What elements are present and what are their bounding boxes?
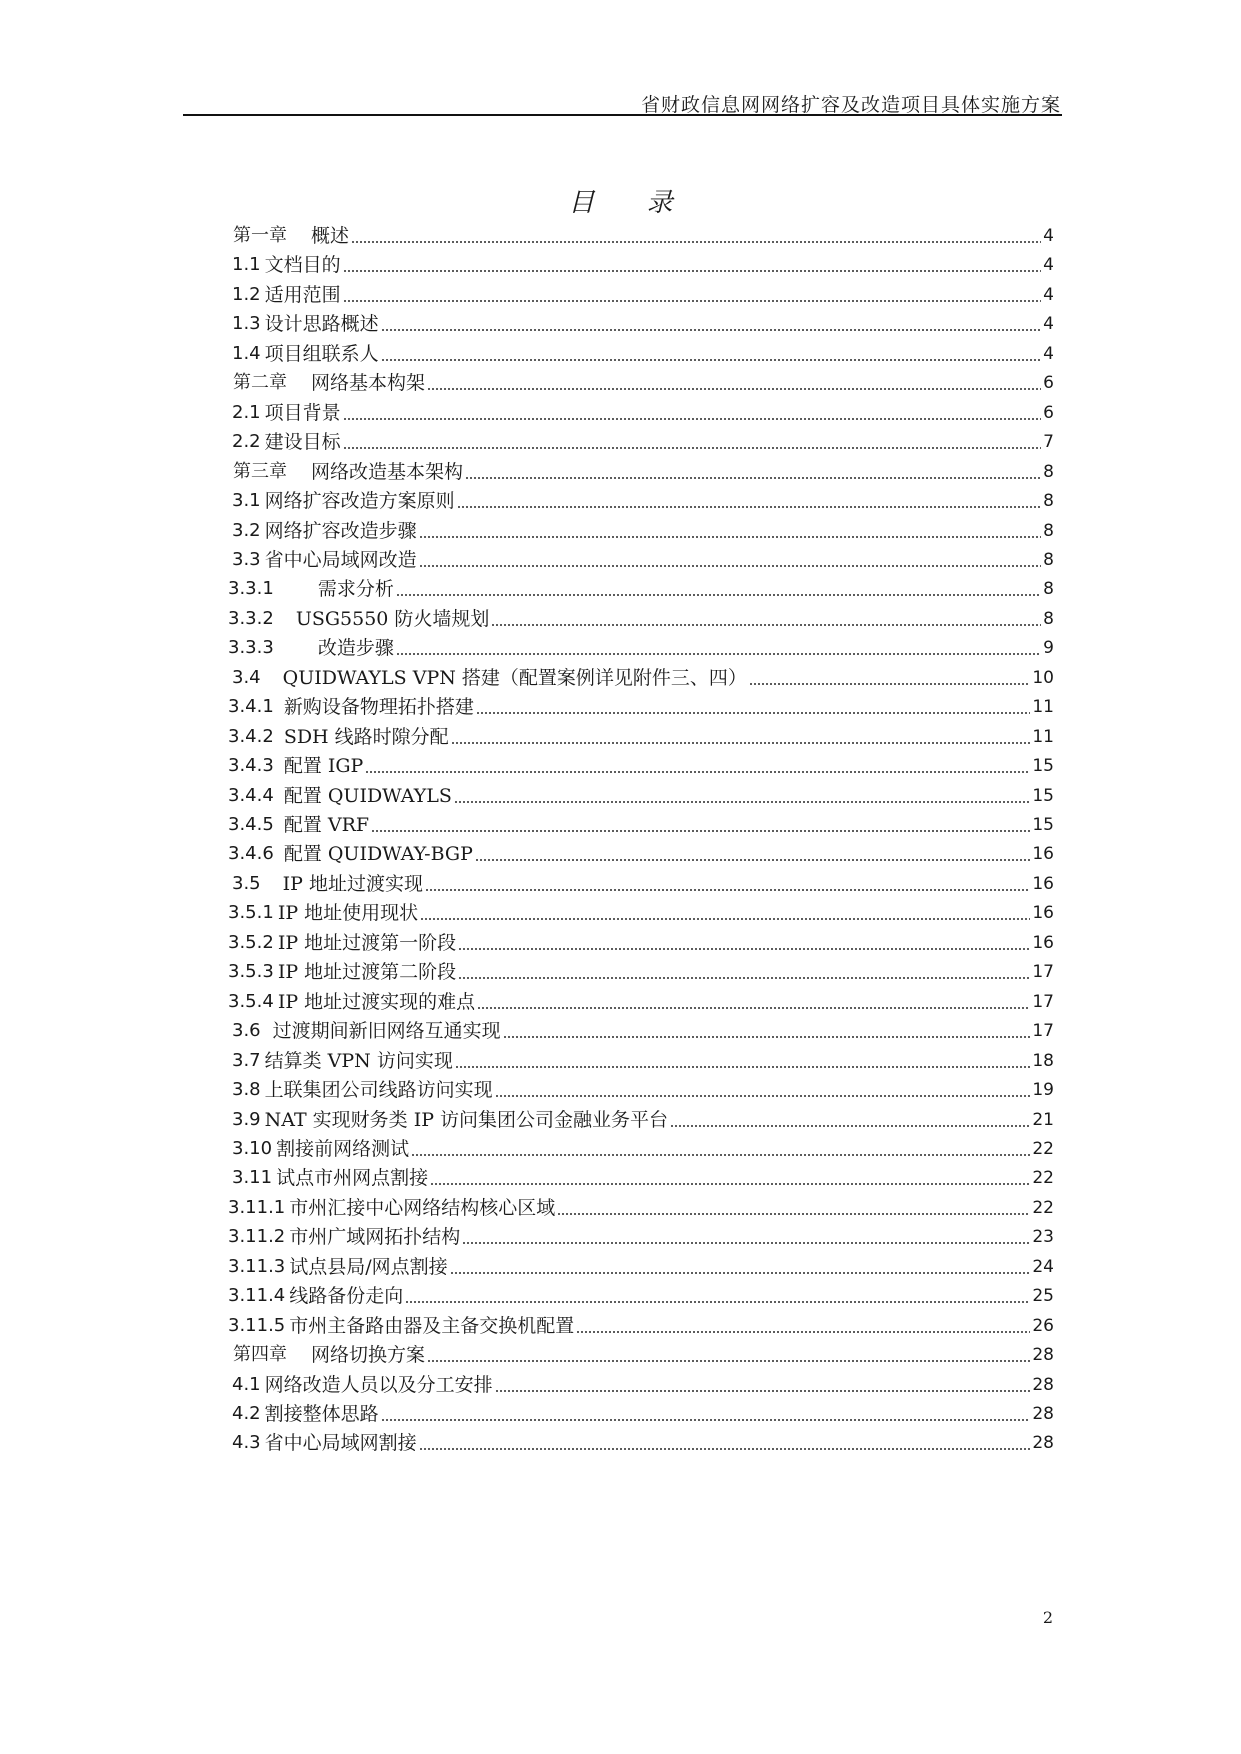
toc-entry-label: 网络基本构架 xyxy=(311,372,426,395)
toc-dot-leader xyxy=(749,666,1030,690)
toc-dot-leader xyxy=(425,872,1030,896)
toc-entry-number: 3.9 xyxy=(232,1108,261,1130)
toc-dot-leader xyxy=(458,960,1030,984)
toc-entry-label: 文档目的 xyxy=(264,254,341,277)
toc-entry[interactable] xyxy=(232,1043,1054,1073)
toc-entry-page: 8 xyxy=(1043,579,1054,600)
toc-dot-leader xyxy=(476,695,1031,719)
toc-entry[interactable] xyxy=(233,1337,1054,1367)
toc-entry-page: 11 xyxy=(1032,697,1054,718)
toc-entry[interactable] xyxy=(232,1367,1054,1397)
toc-dot-leader xyxy=(343,253,1042,277)
toc-entry-label: NAT 实现财务类 IP 访问集团公司金融业务平台 xyxy=(264,1108,669,1131)
toc-entry-page: 7 xyxy=(1043,432,1054,453)
toc-entry-label: 网络扩容改造方案原则 xyxy=(264,490,455,513)
toc-dot-leader xyxy=(371,813,1030,837)
toc-entry-number: 3.11.4 xyxy=(228,1285,286,1307)
toc-entry-number: 3.4.1 xyxy=(228,696,274,718)
toc-entry-label: SDH 线路时隙分配 xyxy=(283,725,449,748)
toc-entry-number: 3.4.2 xyxy=(228,725,274,747)
toc-entry-label: 设计思路概述 xyxy=(264,313,379,336)
toc-entry-label: 建设目标 xyxy=(264,431,341,454)
toc-entry-number: 3.4.3 xyxy=(228,755,274,777)
toc-entry-page: 22 xyxy=(1032,1138,1054,1159)
toc-entry-page: 25 xyxy=(1032,1286,1054,1307)
toc-entry[interactable] xyxy=(232,306,1054,336)
toc-entry-label: 线路备份走向 xyxy=(289,1285,404,1308)
toc-entry-number: 第四章 xyxy=(233,1344,287,1366)
toc-dot-leader xyxy=(457,489,1042,513)
toc-entry-page: 16 xyxy=(1032,903,1054,924)
toc-entry-label: 网络切换方案 xyxy=(311,1344,426,1367)
toc-entry-number: 4.3 xyxy=(232,1432,261,1454)
toc-entry-label: 需求分析 xyxy=(317,578,394,601)
toc-entry-page: 8 xyxy=(1043,461,1054,482)
toc-entry-number: 第二章 xyxy=(233,372,287,394)
toc-entry-label: 网络扩容改造步骤 xyxy=(264,519,417,542)
toc-entry-label: 市州广域网拓扑结构 xyxy=(289,1226,461,1249)
toc-entry[interactable] xyxy=(232,513,1054,543)
toc-entry-label: 试点县局/网点割接 xyxy=(289,1255,448,1278)
toc-entry-page: 24 xyxy=(1032,1256,1054,1277)
toc-dot-leader xyxy=(343,283,1042,307)
toc-entry-number: 3.11.1 xyxy=(228,1196,286,1218)
toc-entry[interactable] xyxy=(228,748,1054,778)
toc-entry[interactable] xyxy=(233,454,1054,484)
toc-dot-leader xyxy=(462,1225,1030,1249)
toc-entry-page: 8 xyxy=(1043,520,1054,541)
toc-entry-page: 17 xyxy=(1032,1021,1054,1042)
toc-entry[interactable] xyxy=(233,218,1054,248)
toc-entry-page: 17 xyxy=(1032,962,1054,983)
toc-entry-page: 10 xyxy=(1032,667,1054,688)
toc-entry-number: 1.2 xyxy=(232,283,261,305)
toc-entry-number: 3.11 xyxy=(232,1167,273,1189)
toc-entry-page: 28 xyxy=(1032,1345,1054,1366)
toc-entry[interactable] xyxy=(232,336,1054,366)
toc-entry-number: 3.1 xyxy=(232,490,261,512)
toc-entry-page: 19 xyxy=(1032,1080,1054,1101)
toc-entry-number: 3.3 xyxy=(232,548,261,570)
toc-entry[interactable] xyxy=(228,925,1054,955)
toc-entry-label: 配置 QUIDWAY-BGP xyxy=(283,843,473,866)
toc-entry-number: 3.5 xyxy=(232,872,261,894)
toc-dot-leader xyxy=(475,842,1030,866)
toc-entry-page: 18 xyxy=(1032,1050,1054,1071)
toc-dot-leader xyxy=(343,430,1042,454)
toc-dot-leader xyxy=(491,607,1041,631)
toc-entry[interactable] xyxy=(228,807,1054,837)
toc-entry[interactable] xyxy=(232,395,1054,425)
toc-entry[interactable] xyxy=(232,424,1054,454)
toc-entry-page: 4 xyxy=(1043,255,1054,276)
toc-dot-leader xyxy=(495,1373,1031,1397)
toc-entry[interactable] xyxy=(228,719,1054,749)
toc-entry-label: IP 地址过渡第二阶段 xyxy=(277,961,457,984)
toc-entry-label: 配置 IGP xyxy=(283,755,364,778)
toc-entry-page: 23 xyxy=(1032,1227,1054,1248)
toc-entry[interactable] xyxy=(232,247,1054,277)
toc-entry-number: 2.2 xyxy=(232,431,261,453)
toc-entry-label: 结算类 VPN 访问实现 xyxy=(264,1049,453,1072)
toc-entry-page: 6 xyxy=(1043,402,1054,423)
toc-entry-label: 网络改造人员以及分工安排 xyxy=(264,1373,493,1396)
toc-entry[interactable] xyxy=(232,660,1054,690)
toc-entry[interactable] xyxy=(232,483,1054,513)
toc-entry-number: 3.5.2 xyxy=(228,931,274,953)
toc-entry-page: 15 xyxy=(1032,815,1054,835)
toc-title: 目 录 xyxy=(568,188,695,218)
toc-entry-number: 3.3.2 xyxy=(228,607,274,629)
toc-entry[interactable] xyxy=(228,895,1054,925)
toc-entry[interactable] xyxy=(232,1160,1054,1190)
toc-entry-label: 市州主备路由器及主备交换机配置 xyxy=(289,1314,575,1337)
toc-entry-label: 配置 QUIDWAYLS xyxy=(283,784,452,807)
toc-entry-number: 3.11.5 xyxy=(228,1314,286,1336)
toc-dot-leader xyxy=(411,1137,1030,1161)
toc-entry[interactable] xyxy=(228,1278,1054,1308)
toc-entry[interactable] xyxy=(228,571,1054,601)
toc-dot-leader xyxy=(458,931,1030,955)
toc-entry-page: 4 xyxy=(1043,314,1054,335)
toc-entry-page: 28 xyxy=(1032,1374,1054,1395)
toc-dot-leader xyxy=(381,342,1042,366)
toc-entry-page: 4 xyxy=(1043,343,1054,364)
toc-dot-leader xyxy=(419,519,1042,543)
toc-dot-leader xyxy=(450,1255,1031,1279)
toc-entry-number: 1.1 xyxy=(232,254,261,276)
toc-entry[interactable] xyxy=(228,836,1054,866)
toc-entry-label: IP 地址过渡实现 xyxy=(282,872,423,895)
toc-entry-number: 第一章 xyxy=(233,225,287,246)
toc-entry-label: 省中心局域网改造 xyxy=(264,548,417,571)
toc-dot-leader xyxy=(419,548,1042,572)
toc-entry[interactable] xyxy=(228,1190,1054,1220)
toc-entry-page: 28 xyxy=(1032,1404,1054,1424)
toc-dot-leader xyxy=(576,1314,1030,1338)
toc-entry-page: 15 xyxy=(1032,756,1054,777)
toc-entry-page: 4 xyxy=(1043,226,1054,246)
toc-entry-page: 15 xyxy=(1032,785,1054,806)
toc-dot-leader xyxy=(381,1402,1031,1426)
toc-entry-page: 4 xyxy=(1043,284,1054,305)
toc-entry-label: 项目背景 xyxy=(264,401,341,424)
toc-entry-page: 22 xyxy=(1032,1197,1054,1218)
toc-entry-number: 1.4 xyxy=(232,342,261,364)
toc-entry-label: 市州汇接中心网络结构核心区域 xyxy=(289,1196,556,1219)
toc-dot-leader xyxy=(495,1078,1031,1102)
toc-dot-leader xyxy=(381,312,1042,336)
toc-entry-number: 3.4 xyxy=(232,666,261,688)
toc-entry-label: 改造步骤 xyxy=(317,637,394,660)
toc-dot-leader xyxy=(396,636,1041,660)
toc-entry-page: 22 xyxy=(1032,1168,1054,1189)
toc-dot-leader xyxy=(365,754,1030,778)
toc-entry-number: 2.1 xyxy=(232,401,261,423)
toc-entry[interactable] xyxy=(228,630,1054,660)
toc-entry-number: 3.6 xyxy=(232,1020,261,1042)
toc-entry-number: 3.11.2 xyxy=(228,1226,286,1248)
toc-entry-page: 17 xyxy=(1032,991,1054,1012)
toc-entry-page: 21 xyxy=(1032,1109,1054,1130)
toc-entry-number: 3.10 xyxy=(232,1137,273,1159)
toc-entry-label: 概述 xyxy=(311,225,350,247)
toc-entry-number: 4.1 xyxy=(232,1373,261,1395)
toc-entry[interactable] xyxy=(232,1131,1054,1161)
toc-dot-leader xyxy=(396,577,1041,601)
toc-entry-label: IP 地址过渡实现的难点 xyxy=(277,990,476,1013)
toc-entry[interactable] xyxy=(228,984,1054,1014)
toc-dot-leader xyxy=(351,224,1041,248)
toc-entry-number: 3.3.3 xyxy=(228,637,274,659)
toc-entry-page: 26 xyxy=(1032,1315,1054,1336)
toc-dot-leader xyxy=(420,901,1030,925)
toc-entry-label: 网络改造基本架构 xyxy=(311,460,464,483)
toc-entry-label: 试点市州网点割接 xyxy=(276,1167,429,1190)
toc-entry[interactable] xyxy=(232,1072,1054,1102)
running-header-title: 省财政信息网网络扩容及改造项目具体实施方案 xyxy=(640,94,1061,116)
toc-entry-page: 9 xyxy=(1043,638,1054,659)
toc-entry-label: USG5550 防火墙规划 xyxy=(295,607,490,630)
toc-dot-leader xyxy=(465,460,1041,484)
toc-entry-label: 过渡期间新旧网络互通实现 xyxy=(272,1020,501,1043)
toc-entry[interactable] xyxy=(228,601,1054,631)
toc-entry-number: 4.2 xyxy=(232,1403,261,1424)
toc-entry-number: 3.5.3 xyxy=(228,961,274,983)
toc-entry[interactable] xyxy=(232,1425,1054,1455)
toc-dot-leader xyxy=(430,1166,1030,1190)
toc-dot-leader xyxy=(503,1019,1031,1043)
toc-dot-leader xyxy=(477,990,1030,1014)
toc-entry-number: 3.5.4 xyxy=(228,990,274,1012)
toc-entry-number: 3.2 xyxy=(232,519,261,541)
toc-entry[interactable] xyxy=(232,1013,1054,1043)
toc-dot-leader xyxy=(557,1196,1030,1220)
toc-dot-leader xyxy=(454,784,1030,808)
toc-entry[interactable] xyxy=(232,277,1054,307)
toc-entry-page: 11 xyxy=(1032,726,1054,747)
toc-entry[interactable] xyxy=(228,1249,1054,1279)
header-rule xyxy=(183,114,1062,116)
toc-entry-number: 3.7 xyxy=(232,1049,261,1071)
toc-entry-label: 适用范围 xyxy=(264,283,341,306)
toc-dot-leader xyxy=(455,1049,1031,1073)
toc-entry-label: 省中心局域网割接 xyxy=(264,1432,417,1455)
toc-entry-number: 3.4.4 xyxy=(228,784,274,806)
toc-entry-page: 8 xyxy=(1043,608,1054,629)
toc-dot-leader xyxy=(405,1284,1030,1308)
toc-entry-label: 项目组联系人 xyxy=(264,342,379,365)
toc-entry[interactable] xyxy=(228,689,1054,719)
page-number: 2 xyxy=(1042,1608,1053,1627)
toc-dot-leader xyxy=(343,401,1042,425)
toc-entry-page: 16 xyxy=(1032,844,1054,865)
toc-entry-label: IP 地址使用现状 xyxy=(277,902,419,925)
toc-entry[interactable] xyxy=(232,1102,1054,1132)
toc-entry-number: 第三章 xyxy=(233,460,287,482)
toc-entry-page: 6 xyxy=(1043,373,1054,394)
toc-entry[interactable] xyxy=(228,778,1054,808)
toc-entry-page: 8 xyxy=(1043,491,1054,512)
toc-entry-number: 3.4.5 xyxy=(228,814,274,835)
toc-entry-number: 3.5.1 xyxy=(228,902,274,924)
toc-dot-leader xyxy=(670,1108,1030,1132)
toc-entry-label: IP 地址过渡第一阶段 xyxy=(277,931,457,954)
toc-entry-page: 8 xyxy=(1043,549,1054,570)
toc-entry-page: 28 xyxy=(1032,1433,1054,1454)
toc-dot-leader xyxy=(451,725,1031,749)
toc-entry-page: 16 xyxy=(1032,932,1054,953)
toc-entry-page: 16 xyxy=(1032,873,1054,894)
toc-dot-leader xyxy=(427,371,1041,395)
toc-entry[interactable] xyxy=(233,365,1054,395)
toc-entry-number: 1.3 xyxy=(232,313,261,335)
toc-entry[interactable] xyxy=(232,1396,1054,1426)
toc-entry[interactable] xyxy=(228,1308,1054,1338)
toc-entry-label: 割接整体思路 xyxy=(264,1403,379,1425)
toc-dot-leader xyxy=(419,1431,1031,1455)
toc-entry[interactable] xyxy=(228,1219,1054,1249)
toc-entry-number: 3.8 xyxy=(232,1079,261,1101)
toc-entry[interactable] xyxy=(232,866,1054,896)
toc-entry-label: 配置 VRF xyxy=(283,814,370,836)
toc-entry-number: 3.11.3 xyxy=(228,1255,286,1277)
toc-entry-label: 割接前网络测试 xyxy=(276,1137,410,1160)
toc-entry[interactable] xyxy=(232,542,1054,572)
toc-entry-label: 上联集团公司线路访问实现 xyxy=(264,1079,493,1102)
toc-entry-number: 3.4.6 xyxy=(228,843,274,865)
toc-entry-label: QUIDWAYLS VPN 搭建（配置案例详见附件三、四） xyxy=(282,666,747,689)
toc-entry-number: 3.3.1 xyxy=(228,578,274,600)
toc-entry-label: 新购设备物理拓扑搭建 xyxy=(283,696,474,719)
toc-entry[interactable] xyxy=(228,954,1054,984)
toc-dot-leader xyxy=(427,1343,1030,1367)
